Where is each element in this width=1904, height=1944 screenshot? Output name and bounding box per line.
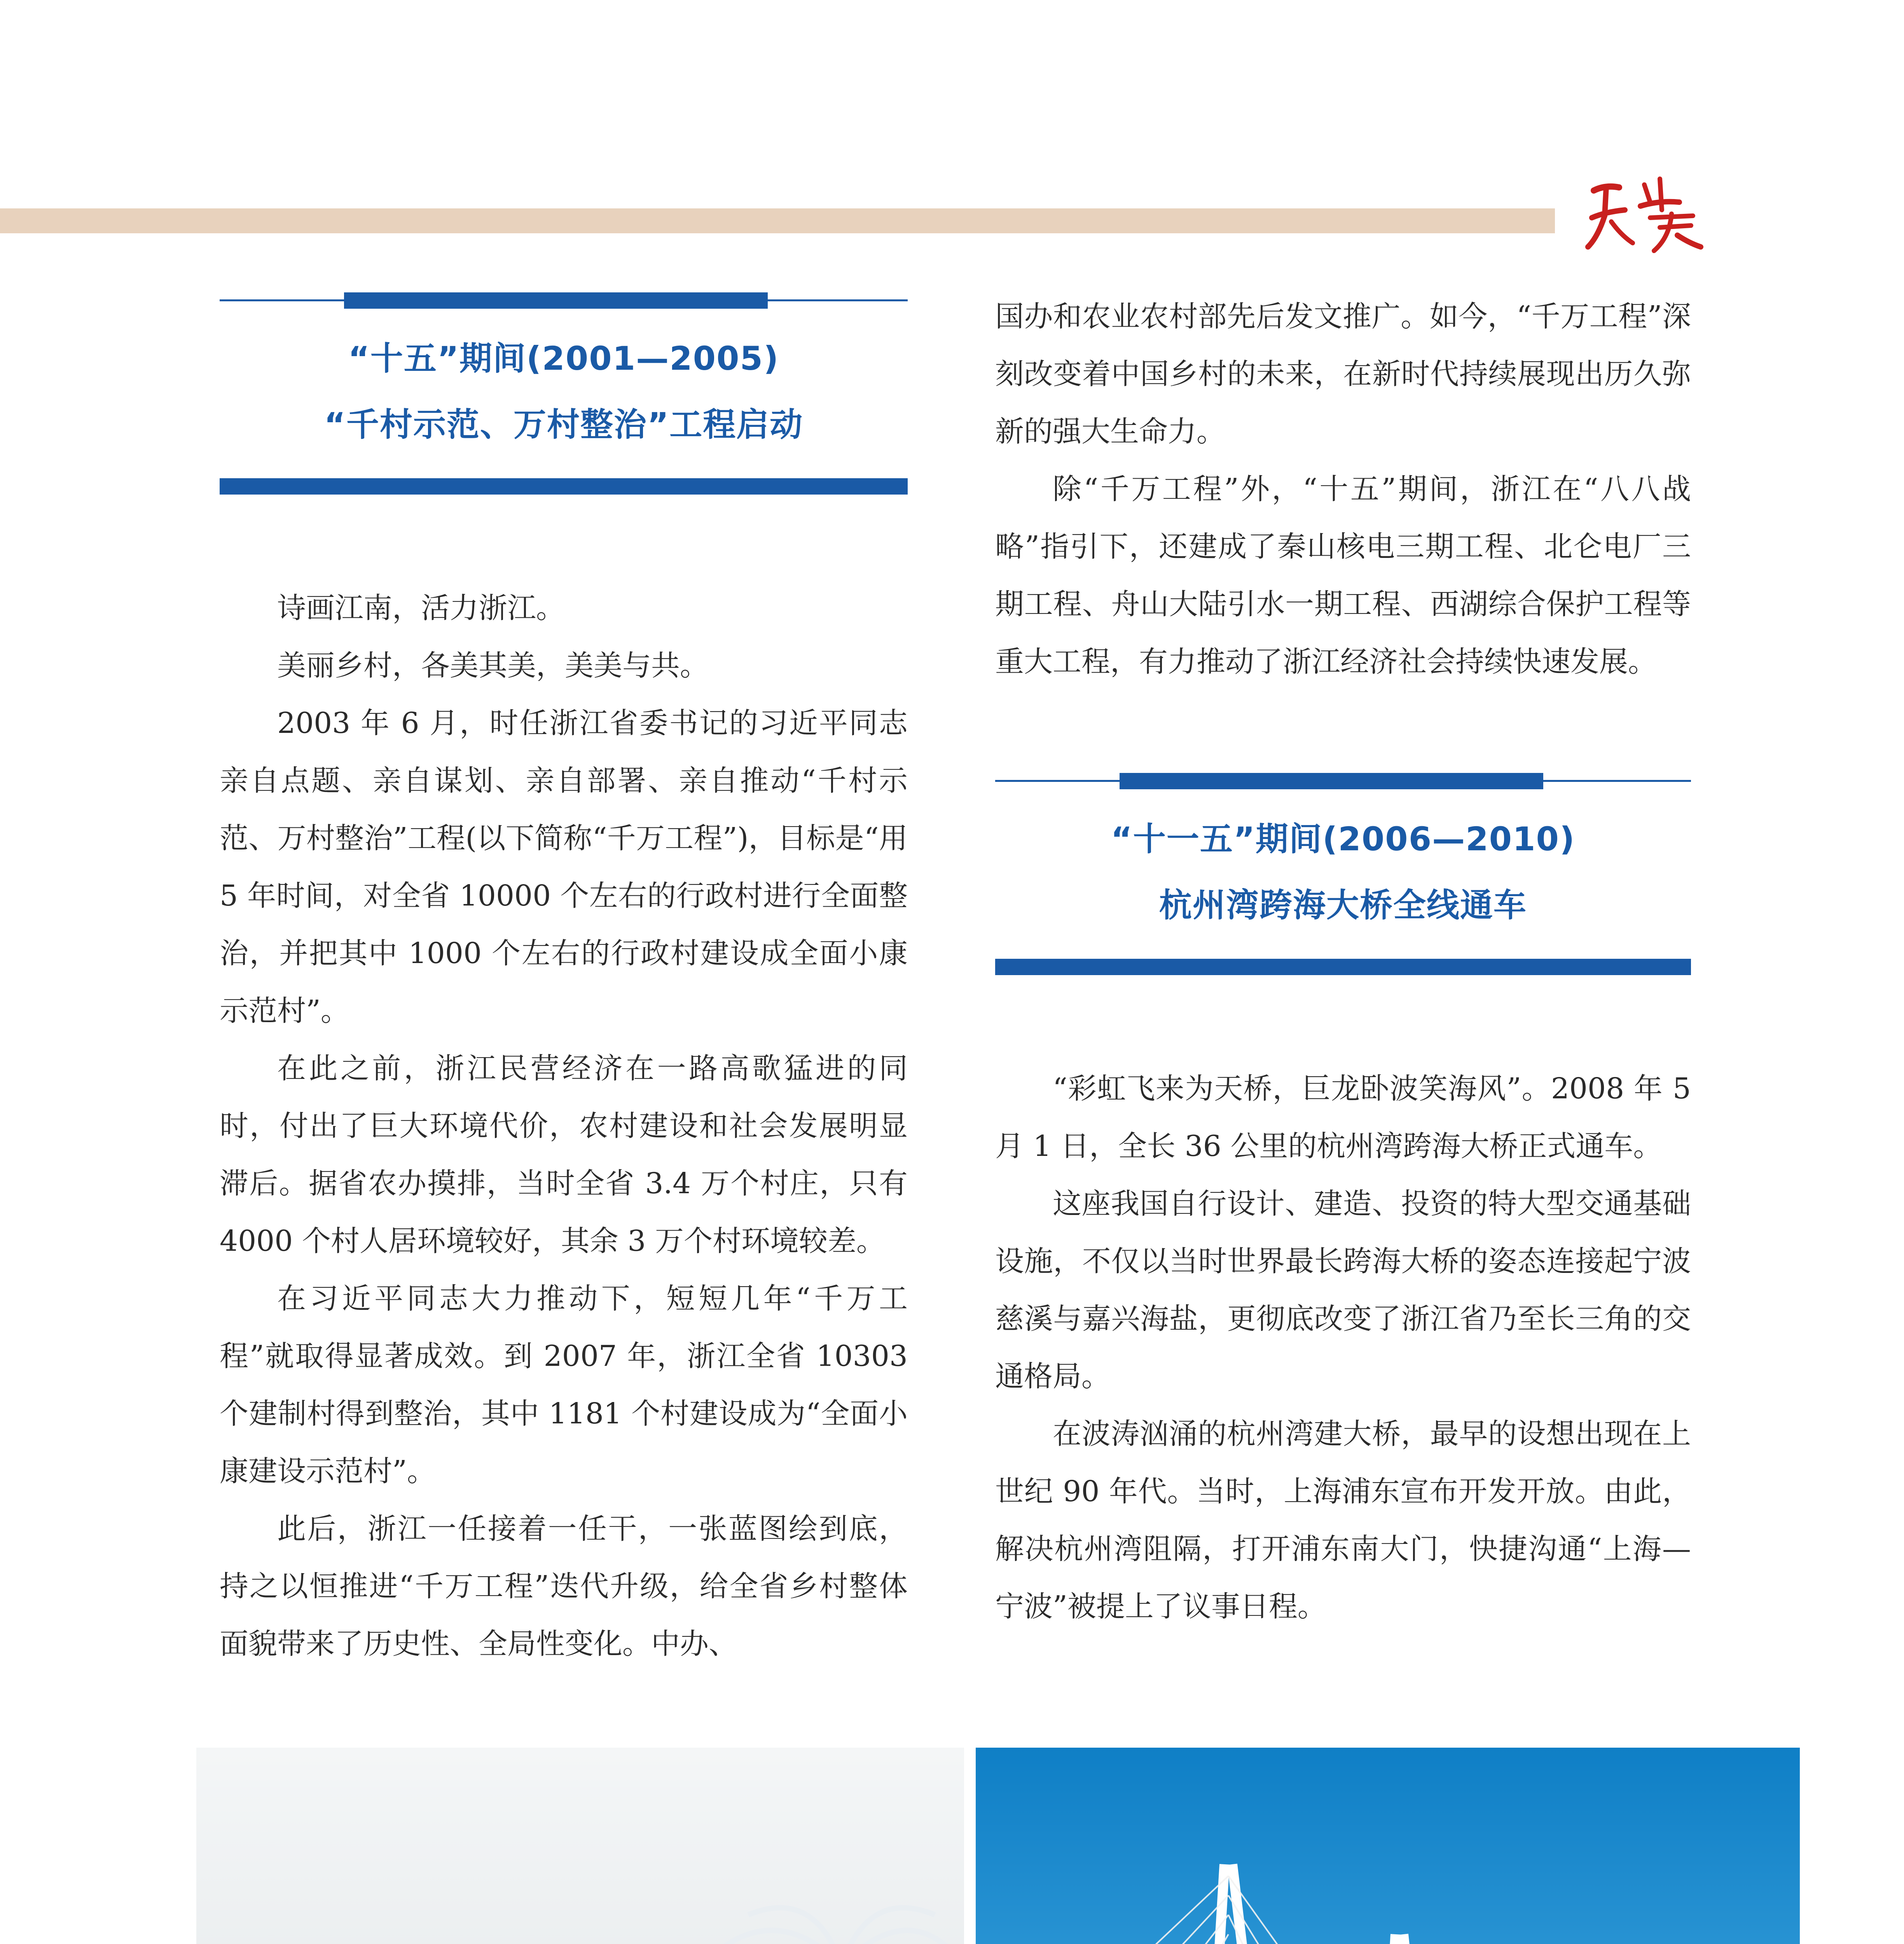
left-column xyxy=(220,288,908,1673)
paragraph: 美丽乡村，各美其美，美美与共。 xyxy=(277,649,709,682)
section-heading-line2: 杭州湾跨海大桥全线通车 xyxy=(1159,886,1527,924)
top-decorative-band xyxy=(0,208,1555,233)
bridge-photo xyxy=(976,1748,1800,1944)
masthead-calligraphy-icon xyxy=(1582,163,1710,257)
paragraph: 此后，浙江一任接着一任干，一张蓝图绘到底，持之以恒推进“千万工程”迭代升级，给全省乡村整体面貌带来了历史性、全局性变化。中办、 xyxy=(220,1512,908,1661)
village-photo xyxy=(196,1748,964,1944)
paragraph: 在此之前，浙江民营经济在一路高歌猛进的同时，付出了巨大环境代价，农村建设和社会发展明显滞后。据省农办摸排，当时全省 3.4 万个村庄，只有 4000 个村人居环境较好，其余 3 万个村环境较差。 xyxy=(220,1052,908,1258)
paragraph: 在波涛汹涌的杭州湾建大桥，最早的设想出现在上世纪 90 年代。当时，上海浦东宣布开发开放。由此，解决杭州湾阻隔，打开浦东南大门，快捷沟通“上海—宁波”被提上了议事日程。 xyxy=(995,1417,1691,1623)
masthead-logo xyxy=(1582,163,1710,257)
paragraph: 除“千万工程”外，“十五”期间，浙江在“八八战略”指引下，还建成了秦山核电三期工程、北仑电厂三期工程、舟山大陆引水一期工程、西湖综合保护工程等重大工程，有力推动了浙江经济社会持续快速发展。 xyxy=(995,472,1691,678)
paragraph: 这座我国自行设计、建造、投资的特大型交通基础设施，不仅以当时世界最长跨海大桥的姿态连接起宁波慈溪与嘉兴海盐，更彻底改变了浙江省乃至长三角的交通格局。 xyxy=(995,1187,1691,1393)
paragraph: 诗画江南，活力浙江。 xyxy=(277,591,565,625)
section-heading-11th xyxy=(995,768,1691,986)
paragraph: 在习近平同志大力推动下，短短几年“千万工程”就取得显著成效。到 2007 年，浙江全省 10303 个建制村得到整治，其中 1181 个村建设成为“全面小康建设示范村”。 xyxy=(220,1282,908,1488)
section-heading-line1: “十五”期间(2001—2005) xyxy=(348,339,779,378)
paragraph-continued: 国办和农业农村部先后发文推广。如今，“千万工程”深刻改变着中国乡村的未来，在新时代持续展现出历久弥新的强大生命力。 xyxy=(995,300,1691,448)
section-heading-line1: “十一五”期间(2006—2010) xyxy=(1111,820,1576,858)
right-column xyxy=(995,288,1691,1635)
paragraph: 2003 年 6 月，时任浙江省委书记的习近平同志亲自点题、亲自谋划、亲自部署、亲自推动“千村示范、万村整治”工程(以下简称“千万工程”)，目标是“用 5 年时间，对全省 10000 个左右的行政村进行全面整治，并把其中 1000 个左右的行政村建设成全面小康示范村”。 xyxy=(220,706,908,1028)
paragraph: “彩虹飞来为天桥，巨龙卧波笑海风”。2008 年 5 月 1 日，全长 36 公里的杭州湾跨海大桥正式通车。 xyxy=(995,1072,1691,1163)
section-heading-line2: “千村示范、万村整治”工程启动 xyxy=(324,406,804,444)
section-heading-15th xyxy=(220,288,908,505)
